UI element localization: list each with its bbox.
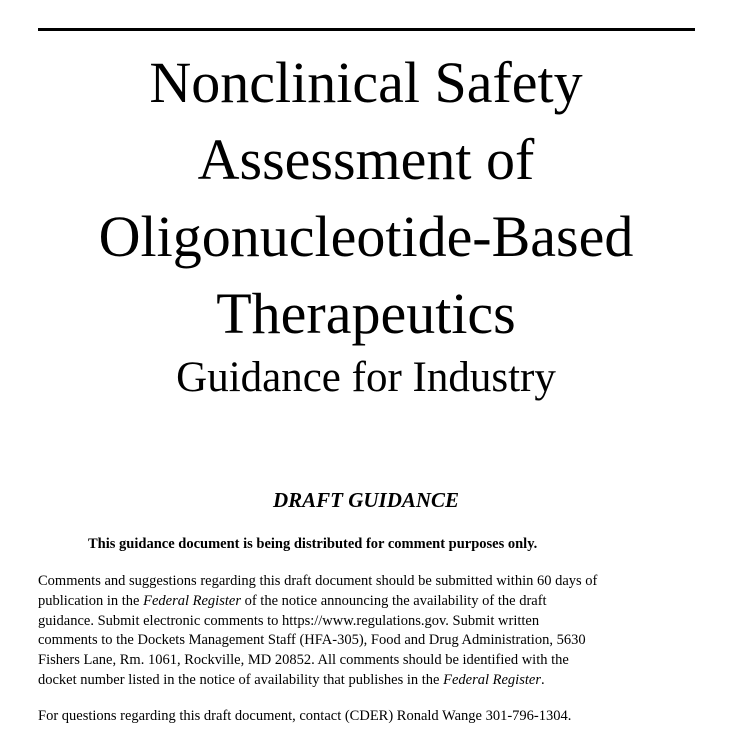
comments-line: publication in the Federal Register of the notice announcing the availability of the draft [38, 592, 547, 609]
comments-line: guidance. Submit electronic comments to https://www.regulations.gov. Submit written [38, 612, 540, 629]
distribution-note: This guidance document is being distributed for comment purposes only. [88, 536, 538, 552]
federal-register-italic: Federal Register [143, 592, 241, 609]
title-line: Assessment of [197, 127, 535, 192]
title-line: Therapeutics [216, 281, 516, 346]
top-horizontal-rule [38, 28, 695, 31]
comments-line: Comments and suggestions regarding this draft document should be submitted within 60 days of [38, 573, 598, 589]
contact-paragraph: For questions regarding this draft document, contact (CDER) Ronald Wange 301-796-1304. [38, 708, 572, 724]
comments-line: docket number listed in the notice of availability that publishes in the Federal Register. [38, 671, 545, 688]
document-subtitle: Guidance for Industry [176, 354, 556, 401]
comments-paragraph [38, 572, 698, 691]
draft-guidance-label: DRAFT GUIDANCE [272, 488, 460, 512]
comments-line: comments to the Dockets Management Staff (HFA-305), Food and Drug Administration, 5630 [38, 632, 586, 649]
federal-register-italic: Federal Register [443, 671, 541, 688]
title-line: Nonclinical Safety [149, 50, 583, 115]
document-title [0, 44, 732, 352]
comments-line: Fishers Lane, Rm. 1061, Rockville, MD 20852. All comments should be identified with the [38, 652, 569, 669]
title-line: Oligonucleotide-Based [98, 204, 634, 269]
